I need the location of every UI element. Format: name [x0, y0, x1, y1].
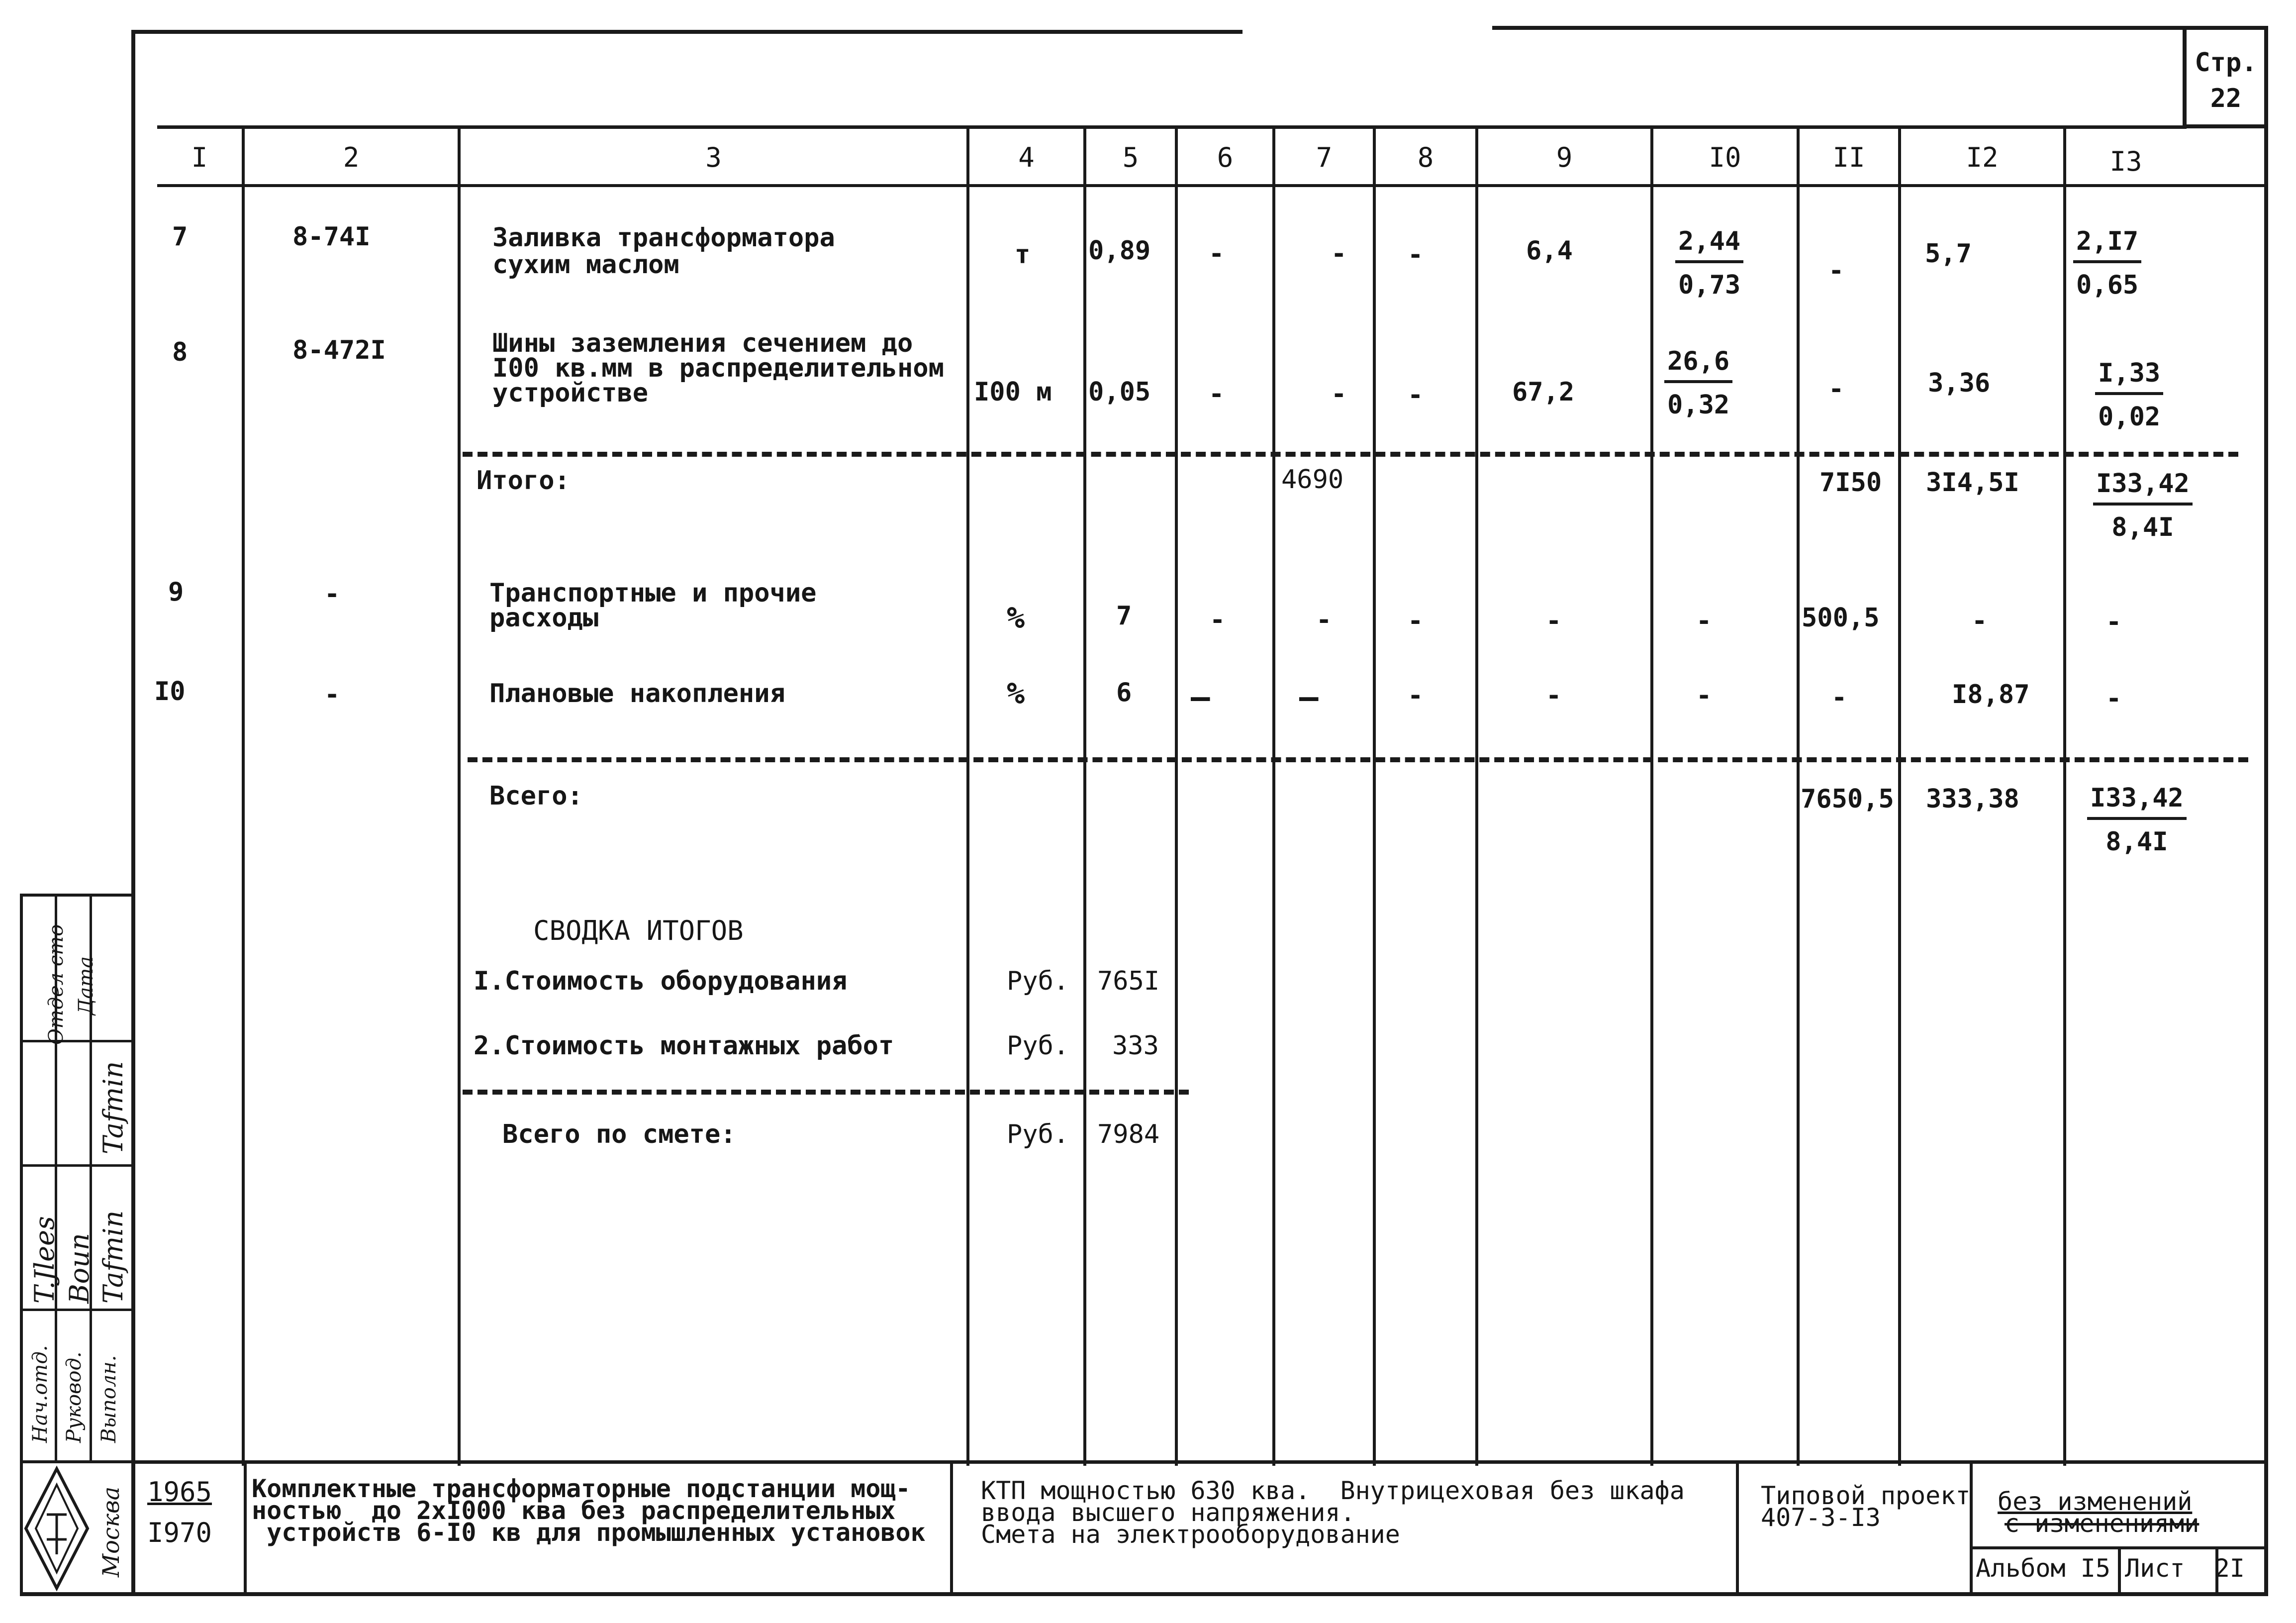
row-c10-top: 26,6	[1664, 346, 1732, 383]
row-c7: —	[1299, 679, 1319, 716]
itogo-c13-top: I33,42	[2093, 469, 2193, 506]
row-c10-fraction	[1675, 226, 1743, 300]
row-c13-fraction	[2095, 358, 2163, 432]
row-c7: -	[1331, 379, 1347, 409]
col-header-1: I	[191, 142, 208, 173]
col-header-7: 7	[1316, 142, 1333, 173]
row-c10: -	[1696, 681, 1712, 710]
dashed-separator	[468, 757, 2248, 762]
col-header-3: 3	[705, 142, 722, 173]
row-number: I0	[154, 677, 186, 707]
row-c6: —	[1191, 679, 1210, 716]
summary-equipment-value: 765I	[1097, 966, 1160, 996]
vsego-c12: 333,38	[1926, 784, 2019, 814]
row-c9: -	[1546, 681, 1562, 710]
year-2: I970	[147, 1517, 212, 1548]
page-label: Стр.	[2195, 48, 2257, 78]
row-c10-bottom: 0,32	[1667, 390, 1730, 420]
row-c11: -	[1828, 256, 1844, 286]
itogo-c13-bottom: 8,4I	[2111, 512, 2174, 542]
project-number: 407-3-I3	[1761, 1503, 1881, 1532]
row-c9: 6,4	[1526, 236, 1573, 266]
col-line-12	[2063, 127, 2066, 1466]
vsego-c13-bottom: 8,4I	[2105, 827, 2168, 857]
signature-4: Tafmin	[97, 1061, 129, 1154]
summary-total-value: 7984	[1097, 1119, 1160, 1149]
row-c8: -	[1408, 681, 1424, 710]
row-name: Плановые накопления	[489, 679, 785, 709]
col-line-1	[242, 127, 245, 1466]
page-box-left	[2183, 30, 2187, 127]
frame-top-right	[1492, 26, 2268, 30]
row-c11: 500,5	[1802, 603, 1880, 633]
row-c13-bottom: 0,65	[2076, 270, 2139, 300]
itogo-label: Итого:	[477, 466, 570, 496]
header-bottom-line	[157, 184, 2264, 187]
row-c11: -	[1831, 683, 1847, 712]
col-line-10	[1797, 127, 1800, 1466]
stamp-top	[20, 894, 133, 897]
col-line-3	[966, 127, 969, 1466]
row-c6: -	[1210, 605, 1226, 635]
vsego-label: Всего:	[489, 781, 583, 811]
header-top-line	[157, 125, 2187, 129]
row-code: 8-472I	[292, 335, 386, 365]
col-line-9	[1650, 127, 1653, 1466]
itogo-c13-fraction	[2093, 469, 2193, 542]
row-code: -	[324, 579, 340, 609]
organization-logo	[22, 1465, 92, 1592]
col-line-7	[1373, 127, 1376, 1466]
col-line-4	[1083, 127, 1086, 1466]
col-line-5	[1175, 127, 1178, 1466]
row-name-line2: сухим маслом	[492, 250, 679, 280]
row-c13-top: I,33	[2095, 358, 2163, 395]
status-with-changes: с изменениями	[2005, 1509, 2200, 1538]
tb-album-div-a	[2118, 1546, 2121, 1594]
frame-left	[131, 30, 135, 1595]
col-line-6	[1272, 127, 1275, 1466]
tb-div-3	[1736, 1462, 1739, 1594]
row-name-line1: Заливка трансформатора	[492, 223, 835, 253]
row-number: 9	[168, 577, 184, 607]
row-unit: %	[1007, 676, 1025, 711]
itogo-c7: 4690	[1281, 465, 1344, 495]
row-c13-top: 2,I7	[2073, 226, 2141, 263]
row-c8: -	[1408, 380, 1424, 410]
itogo-c11: 7I50	[1819, 468, 1882, 498]
row-c12: I8,87	[1952, 680, 2030, 710]
row-c10-bottom: 0,73	[1678, 270, 1741, 300]
stamp-role2: Руковод.	[63, 1351, 86, 1443]
album-number: Альбом I5	[1976, 1554, 2110, 1583]
row-c12: 3,36	[1928, 368, 1991, 398]
summary-installation-unit: Руб.	[1007, 1031, 1069, 1061]
row-name-line1: Шины заземления сечением до	[492, 328, 913, 358]
summary-total-label: Всего по смете:	[502, 1119, 736, 1149]
tb-div-2	[950, 1462, 953, 1594]
frame-top	[133, 30, 1243, 34]
col-line-11	[1898, 127, 1901, 1466]
row-c8: -	[1408, 606, 1424, 636]
row-c10-top: 2,44	[1675, 226, 1743, 263]
row-name-line2: I00 кв.мм в распределительном	[492, 353, 944, 383]
summary-installation-label: 2.Стоимость монтажных работ	[474, 1031, 894, 1061]
row-qty: 6	[1116, 678, 1132, 708]
row-c10-fraction	[1664, 346, 1732, 420]
col-line-2	[458, 127, 461, 1466]
signature-3: Tafmin	[97, 1210, 129, 1304]
stamp-row-d	[20, 1460, 133, 1463]
row-c12: -	[1972, 606, 1988, 636]
row-qty: 7	[1116, 601, 1132, 631]
row-c8: -	[1408, 240, 1424, 270]
col-header-5: 5	[1122, 142, 1139, 173]
summary-equipment-unit: Руб.	[1007, 966, 1069, 996]
summary-installation-value: 333	[1112, 1031, 1159, 1061]
stamp-date-label: Дата	[75, 956, 97, 1015]
col-header-4: 4	[1018, 142, 1035, 173]
stamp-role1: Нач.отд.	[29, 1345, 52, 1443]
status-no-changes: без изменений	[1998, 1487, 2193, 1516]
col-header-2: 2	[343, 142, 360, 173]
col-header-8: 8	[1417, 142, 1434, 173]
row-unit: т	[1015, 240, 1031, 270]
page-box-bottom	[2183, 124, 2267, 128]
row-code: 8-74I	[292, 222, 371, 252]
row-c10: -	[1696, 606, 1712, 636]
description-line3: устройств 6-I0 кв для промышленных установок	[252, 1518, 926, 1547]
col-header-12: I2	[1966, 142, 1999, 173]
row-c7: -	[1316, 605, 1332, 635]
vsego-c13-fraction	[2087, 783, 2187, 857]
ktp-line3: Смета на электрооборудование	[981, 1520, 1400, 1549]
stamp-role3: Выполн.	[97, 1355, 120, 1443]
year-1: 1965	[147, 1476, 212, 1508]
ktp-line1: КТП мощностью 630 ква. Внутрицеховая без шкафа	[981, 1476, 1685, 1505]
col-header-11: II	[1832, 142, 1865, 173]
row-name-line1: Транспортные и прочие	[489, 578, 817, 608]
stamp-row-c	[20, 1309, 133, 1311]
frame-bottom	[20, 1592, 2268, 1596]
title-block-top	[133, 1460, 2267, 1464]
dashed-separator	[463, 452, 2238, 457]
row-c11: -	[1828, 374, 1844, 404]
stamp-dept-label: Отдел сто	[45, 924, 68, 1045]
col-line-8	[1475, 127, 1478, 1466]
row-name-line2: расходы	[489, 603, 599, 633]
vsego-c11: 7650,5	[1801, 784, 1894, 814]
row-unit: I00 м	[974, 377, 1052, 407]
row-c7: -	[1331, 239, 1347, 269]
row-c13: -	[2106, 607, 2122, 637]
row-name-line3: устройстве	[492, 378, 649, 408]
itogo-c12: 3I4,5I	[1926, 468, 2019, 498]
row-c6: -	[1209, 239, 1225, 269]
row-qty: 0,05	[1088, 377, 1151, 407]
row-c13-bottom: 0,02	[2098, 402, 2161, 432]
col-header-10: I0	[1709, 142, 1741, 173]
summary-title: СВОДКА ИТОГОВ	[533, 915, 744, 946]
row-c12: 5,7	[1925, 239, 1972, 269]
stamp-row-b	[20, 1164, 133, 1167]
row-qty: 0,89	[1088, 236, 1151, 266]
tb-div-1	[244, 1462, 247, 1594]
signature-2: Boun	[64, 1233, 95, 1304]
project-label: Типовой проект	[1761, 1481, 1971, 1510]
row-c9: 67,2	[1512, 377, 1575, 407]
sheet-number: Лист 2I	[2125, 1554, 2245, 1583]
vsego-c13-top: I33,42	[2087, 783, 2187, 820]
page-number: 22	[2210, 84, 2242, 113]
row-code: -	[324, 680, 340, 710]
stamp-row-a	[20, 1040, 133, 1042]
stamp-city: Москва	[97, 1486, 124, 1577]
col-header-6: 6	[1217, 142, 1234, 173]
col-header-13: I3	[2109, 146, 2142, 177]
row-number: 7	[172, 222, 188, 252]
description-line2: ностью до 2хI000 ква без распределительных	[252, 1496, 896, 1525]
frame-right	[2264, 26, 2268, 1596]
summary-equipment-label: I.Стоимость оборудования	[474, 966, 848, 996]
row-c6: -	[1209, 379, 1225, 409]
row-c13-fraction	[2073, 226, 2141, 300]
row-c9: -	[1546, 606, 1562, 636]
signature-1: T.Jlees	[29, 1216, 60, 1304]
col-header-9: 9	[1556, 142, 1573, 173]
summary-total-unit: Руб.	[1007, 1119, 1069, 1149]
row-c13: -	[2106, 684, 2122, 713]
row-number: 8	[172, 337, 188, 367]
ktp-line2: ввода высшего напряжения.	[981, 1498, 1355, 1527]
summary-dashed-separator	[463, 1090, 1189, 1095]
row-unit: %	[1007, 601, 1025, 635]
description-line1: Комплектные трансформаторные подстанции мощ-	[252, 1474, 911, 1503]
